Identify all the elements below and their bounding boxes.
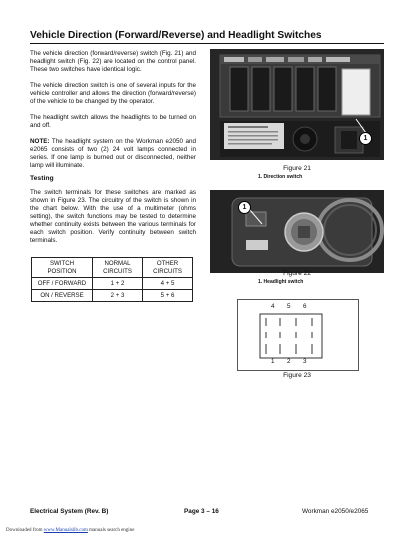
table-header-cell: SWITCH POSITION (32, 258, 93, 278)
figure-22-caption: Figure 22 (283, 270, 311, 277)
figure-21-caption: Figure 21 (283, 165, 311, 172)
table-header-row (32, 258, 193, 278)
table-cell: OFF / FORWARD (32, 278, 93, 290)
note-block (30, 138, 196, 170)
footer-model: Workman e2050/e2065 (302, 508, 369, 515)
title-rule (30, 43, 384, 44)
manualslib-link[interactable]: www.Manualslib.com (43, 528, 88, 533)
note-text: The headlight system on the Workman e2050 and e2065 consists of two (2) 24 volt lamps connected in series. If one lamp is burned out or disconnected, neither lamp will illuminate. (30, 138, 196, 169)
callout-1-fig22: 1 (238, 201, 251, 214)
headlight-switch-illustration (210, 190, 384, 273)
figure-21-photo (210, 49, 384, 160)
paragraph-direction: The vehicle direction switch is one of several inputs for the vehicle controller and allows the direction (forward/reverse) of the vehicle to be changed by the operator. (30, 82, 196, 105)
figure-22-photo (210, 190, 384, 273)
footer-page-number: Page 3 – 16 (184, 508, 219, 515)
note-label: NOTE: (30, 138, 50, 145)
figure-21-legend: 1. Direction switch (258, 174, 303, 180)
switch-terminal-diagram (238, 300, 358, 370)
testing-heading: Testing (30, 175, 54, 182)
figure-22-legend: 1. Headlight switch (258, 279, 304, 285)
figure-23-caption: Figure 23 (283, 372, 311, 379)
footer-section: Electrical System (Rev. B) (30, 508, 109, 515)
terminal-label-2: 2 (287, 358, 291, 365)
figure-23-diagram (237, 299, 359, 371)
switch-circuit-table (31, 257, 193, 302)
terminal-label-6: 6 (303, 303, 307, 310)
terminal-label-5: 5 (287, 303, 291, 310)
table-cell: 2 + 3 (93, 290, 143, 302)
table-row (32, 278, 193, 290)
paragraph-headlight: The headlight switch allows the headlights to be turned on and off. (30, 114, 196, 129)
page-title: Vehicle Direction (Forward/Reverse) and Headlight Switches (30, 30, 322, 41)
callout-1-fig21: 1 (359, 132, 372, 145)
table-cell: 4 + 5 (143, 278, 193, 290)
control-panel-illustration (210, 49, 384, 160)
paragraph-location: The vehicle direction (forward/reverse) switch (Fig. 21) and headlight switch (Fig. 22) are located on the control panel. These two switches have identical logic. (30, 50, 196, 73)
table-cell: 1 + 2 (93, 278, 143, 290)
table-cell: ON / REVERSE (32, 290, 93, 302)
terminal-label-3: 3 (303, 358, 307, 365)
table-header-cell: NORMAL CIRCUITS (93, 258, 143, 278)
paragraph-testing: The switch terminals for these switches are marked as shown in Figure 23. The circuitry of the switch is shown in the chart below. With the use of a multimeter (ohms setting), the switch functions may be tested to determine whether continuity exists between the various terminals for each switch position. Verify continuity between switch terminals. (30, 189, 196, 244)
download-notice: Downloaded from www.Manualslib.com manuals search engine (6, 528, 135, 533)
table-header-cell: OTHER CIRCUITS (143, 258, 193, 278)
terminal-label-4: 4 (271, 303, 275, 310)
table-row (32, 290, 193, 302)
table-cell: 5 + 6 (143, 290, 193, 302)
terminal-label-1: 1 (271, 358, 275, 365)
